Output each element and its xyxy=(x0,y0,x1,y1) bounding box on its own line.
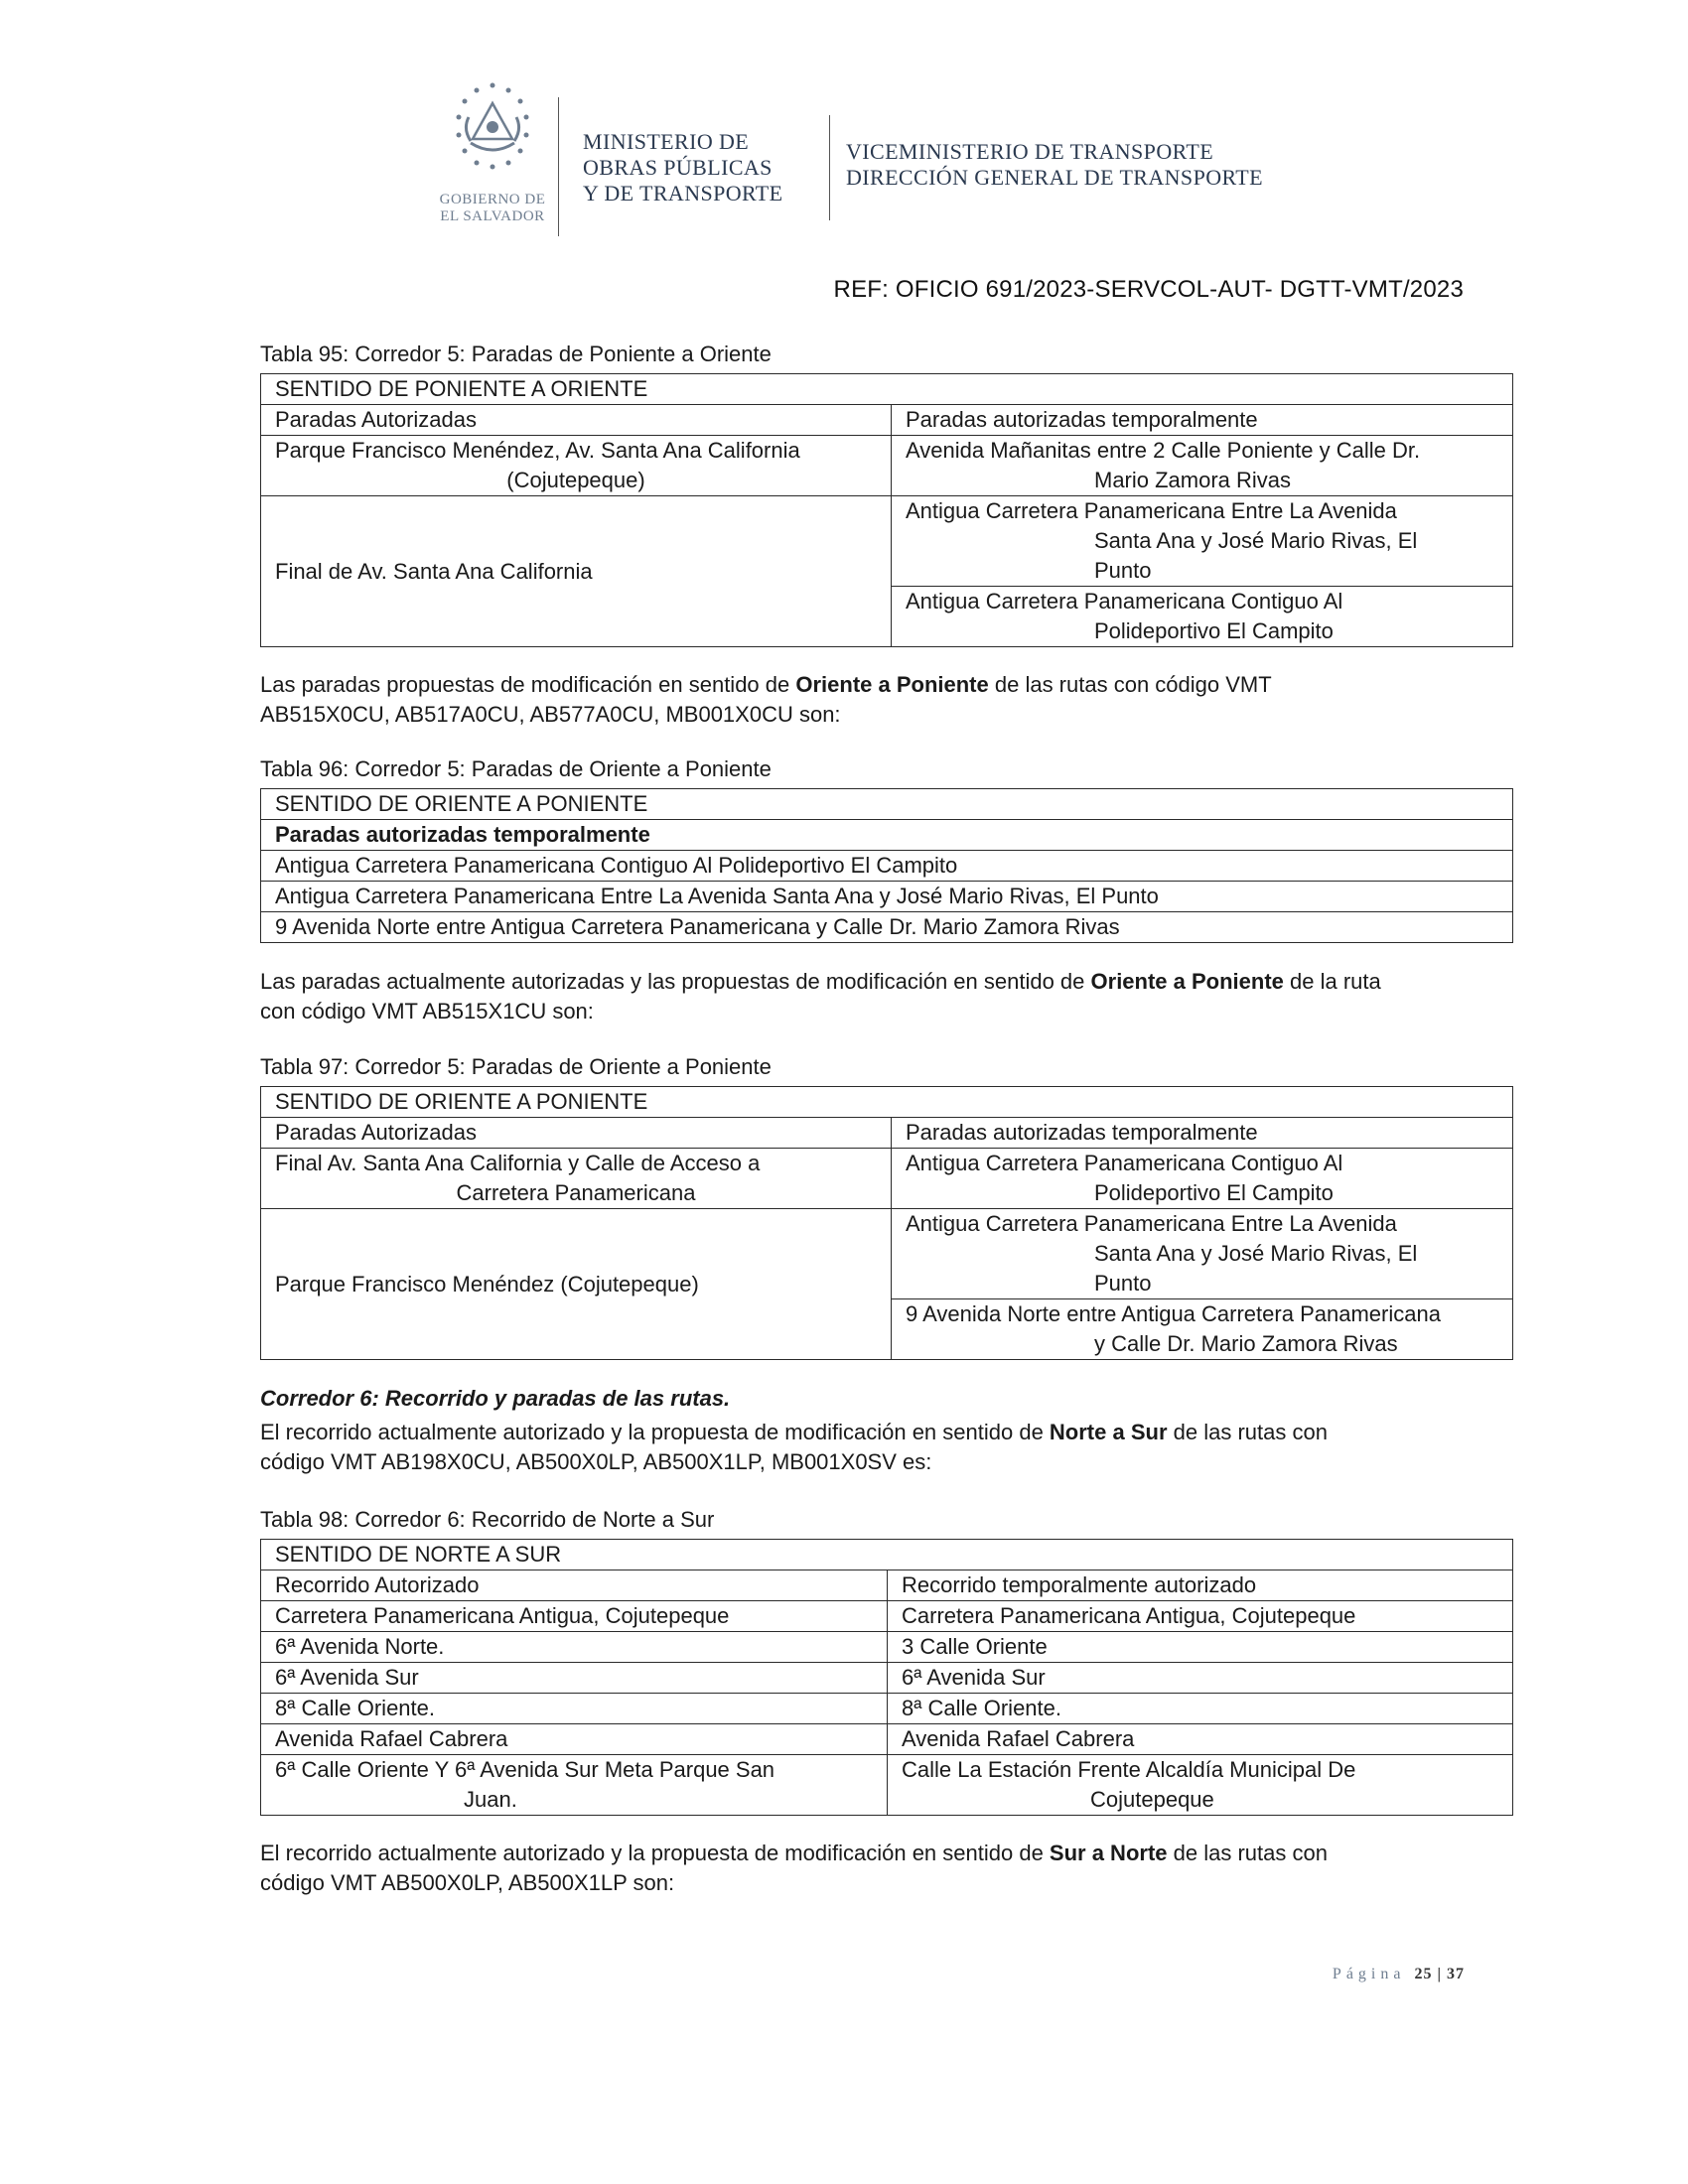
page-footer xyxy=(1333,1966,1465,1983)
cell-line: Calle La Estación Frente Alcaldía Municipal De xyxy=(902,1757,1356,1782)
cell-line: Cojutepeque xyxy=(1090,1787,1214,1812)
cell-line: Antigua Carretera Panamericana Contiguo Al xyxy=(906,1151,1343,1175)
cell-line: 9 Avenida Norte entre Antigua Carretera Panamericana xyxy=(906,1301,1441,1326)
cell-line: Avenida Mañanitas entre 2 Calle Poniente y Calle Dr. xyxy=(906,438,1421,463)
seal-caption xyxy=(427,192,558,225)
table-cell: Avenida Rafael Cabrera xyxy=(888,1724,1513,1755)
cell-line: y Calle Dr. Mario Zamora Rivas xyxy=(1094,1331,1398,1356)
table-cell: 6ª Avenida Sur xyxy=(261,1663,888,1694)
cell-line: 6ª Calle Oriente Y 6ª Avenida Sur Meta Parque San xyxy=(275,1757,775,1782)
text: código VMT AB198X0CU, AB500X0LP, AB500X1LP, MB001X0SV es: xyxy=(260,1449,932,1474)
text: AB515X0CU, AB517A0CU, AB577A0CU, MB001X0CU son: xyxy=(260,702,841,727)
column-header: Paradas autorizadas temporalmente xyxy=(892,405,1513,436)
header-divider xyxy=(829,115,830,220)
table-cell xyxy=(892,1209,1513,1299)
text: de las rutas con xyxy=(1167,1841,1328,1865)
emphasis: Oriente a Poniente xyxy=(1090,969,1284,994)
column-header: Paradas autorizadas temporalmente xyxy=(892,1118,1513,1149)
ministry-line1: MINISTERIO DE xyxy=(583,129,750,154)
table-cell xyxy=(892,496,1513,587)
table-cell: 6ª Avenida Sur xyxy=(888,1663,1513,1694)
text: con código VMT AB515X1CU son: xyxy=(260,999,594,1024)
section-heading: Corredor 6: Recorrido y paradas de las rutas. xyxy=(260,1386,731,1411)
cell-line: Antigua Carretera Panamericana Contiguo Al xyxy=(906,589,1343,614)
column-header: Paradas autorizadas temporalmente xyxy=(261,820,1513,851)
text: de las rutas con código VMT xyxy=(988,672,1272,697)
table-cell xyxy=(892,1149,1513,1209)
cell-line: Juan. xyxy=(464,1787,517,1812)
table-cell xyxy=(261,436,892,496)
table-cell xyxy=(892,1299,1513,1360)
page-number: 25 | 37 xyxy=(1414,1966,1465,1982)
table-cell: 9 Avenida Norte entre Antigua Carretera Panamericana y Calle Dr. Mario Zamora Rivas xyxy=(261,912,1513,943)
table-cell xyxy=(261,1755,888,1816)
paragraph xyxy=(260,1418,1513,1477)
table-cell xyxy=(261,1149,892,1209)
ministry-line3: Y DE TRANSPORTE xyxy=(583,181,783,205)
ministry-name xyxy=(583,129,831,206)
cell-line: Final de Av. Santa Ana California xyxy=(275,558,593,584)
table-cell: Avenida Rafael Cabrera xyxy=(261,1724,888,1755)
text: Las paradas actualmente autorizadas y las propuestas de modificación en sentido de xyxy=(260,969,1091,994)
emphasis: Oriente a Poniente xyxy=(795,672,989,697)
column-header: Recorrido temporalmente autorizado xyxy=(888,1570,1513,1601)
table-title: SENTIDO DE ORIENTE A PONIENTE xyxy=(261,789,1513,820)
table-cell: Carretera Panamericana Antigua, Cojutepeque xyxy=(888,1601,1513,1632)
cell-line: Santa Ana y José Mario Rivas, El xyxy=(1094,528,1418,553)
text: de la ruta xyxy=(1283,969,1381,994)
table-title: SENTIDO DE ORIENTE A PONIENTE xyxy=(261,1087,1513,1118)
cell-line: Punto xyxy=(1094,558,1152,583)
cell-line: Final Av. Santa Ana California y Calle de Acceso a xyxy=(275,1151,761,1175)
table-cell: 6ª Avenida Norte. xyxy=(261,1632,888,1663)
text: Las paradas propuestas de modificación en sentido de xyxy=(260,672,796,697)
table-cell xyxy=(892,436,1513,496)
cell-line: Antigua Carretera Panamericana Entre La Avenida xyxy=(906,1211,1397,1236)
ministry-line2: OBRAS PÚBLICAS xyxy=(583,155,773,180)
table-cell: Antigua Carretera Panamericana Contiguo Al Polideportivo El Campito xyxy=(261,851,1513,882)
vice-line2: DIRECCIÓN GENERAL DE TRANSPORTE xyxy=(846,165,1263,190)
table-cell xyxy=(892,587,1513,647)
table-cell xyxy=(261,1209,892,1360)
reference-number: REF: OFICIO 691/2023-SERVCOL-AUT- DGTT-VMT/2023 xyxy=(833,276,1464,303)
table-cell: Carretera Panamericana Antigua, Cojutepeque xyxy=(261,1601,888,1632)
table-cell: 3 Calle Oriente xyxy=(888,1632,1513,1663)
table-96 xyxy=(260,788,1513,943)
table-95 xyxy=(260,373,1513,647)
cell-line: Polideportivo El Campito xyxy=(1094,1180,1334,1205)
table-cell xyxy=(888,1755,1513,1816)
vice-ministry-name xyxy=(846,139,1342,191)
table-cell: 8ª Calle Oriente. xyxy=(888,1694,1513,1724)
table-caption: Tabla 96: Corredor 5: Paradas de Oriente a Poniente xyxy=(260,756,772,781)
cell-line: Carretera Panamericana xyxy=(456,1180,696,1205)
emphasis: Norte a Sur xyxy=(1049,1420,1168,1444)
text: código VMT AB500X0LP, AB500X1LP son: xyxy=(260,1870,675,1895)
cell-line: Santa Ana y José Mario Rivas, El xyxy=(1094,1241,1418,1266)
text: El recorrido actualmente autorizado y la propuesta de modificación en sentido de xyxy=(260,1841,1050,1865)
cell-line: (Cojutepeque) xyxy=(506,468,645,492)
text: El recorrido actualmente autorizado y la propuesta de modificación en sentido de xyxy=(260,1420,1050,1444)
cell-line: Parque Francisco Menéndez (Cojutepeque) xyxy=(275,1271,699,1297)
table-caption: Tabla 97: Corredor 5: Paradas de Oriente a Poniente xyxy=(260,1054,772,1079)
cell-line: Antigua Carretera Panamericana Entre La Avenida xyxy=(906,498,1397,523)
page-label: Página xyxy=(1332,1966,1406,1982)
column-header: Recorrido Autorizado xyxy=(261,1570,888,1601)
table-title: SENTIDO DE PONIENTE A ORIENTE xyxy=(261,374,1513,405)
emphasis: Sur a Norte xyxy=(1049,1841,1168,1865)
vice-line1: VICEMINISTERIO DE TRANSPORTE xyxy=(846,139,1214,164)
table-caption: Tabla 95: Corredor 5: Paradas de Poniente a Oriente xyxy=(260,341,772,366)
cell-line: Mario Zamora Rivas xyxy=(1094,468,1292,492)
cell-line: Polideportivo El Campito xyxy=(1094,618,1334,643)
cell-line: Parque Francisco Menéndez, Av. Santa Ana California xyxy=(275,438,800,463)
paragraph xyxy=(260,967,1513,1026)
table-caption: Tabla 98: Corredor 6: Recorrido de Norte a Sur xyxy=(260,1507,715,1532)
column-header: Paradas Autorizadas xyxy=(261,1118,892,1149)
table-cell: Antigua Carretera Panamericana Entre La Avenida Santa Ana y José Mario Rivas, El Punto xyxy=(261,882,1513,912)
cell-line: Punto xyxy=(1094,1271,1152,1296)
header-divider xyxy=(558,97,559,236)
table-98 xyxy=(260,1539,1513,1816)
table-cell: 8ª Calle Oriente. xyxy=(261,1694,888,1724)
table-title: SENTIDO DE NORTE A SUR xyxy=(261,1540,1513,1570)
paragraph xyxy=(260,1839,1513,1898)
table-cell xyxy=(261,496,892,647)
table-97 xyxy=(260,1086,1513,1360)
seal-caption-line2: EL SALVADOR xyxy=(440,208,545,224)
text: de las rutas con xyxy=(1167,1420,1328,1444)
column-header: Paradas Autorizadas xyxy=(261,405,892,436)
paragraph xyxy=(260,670,1513,730)
seal-caption-line1: GOBIERNO DE xyxy=(439,192,546,207)
